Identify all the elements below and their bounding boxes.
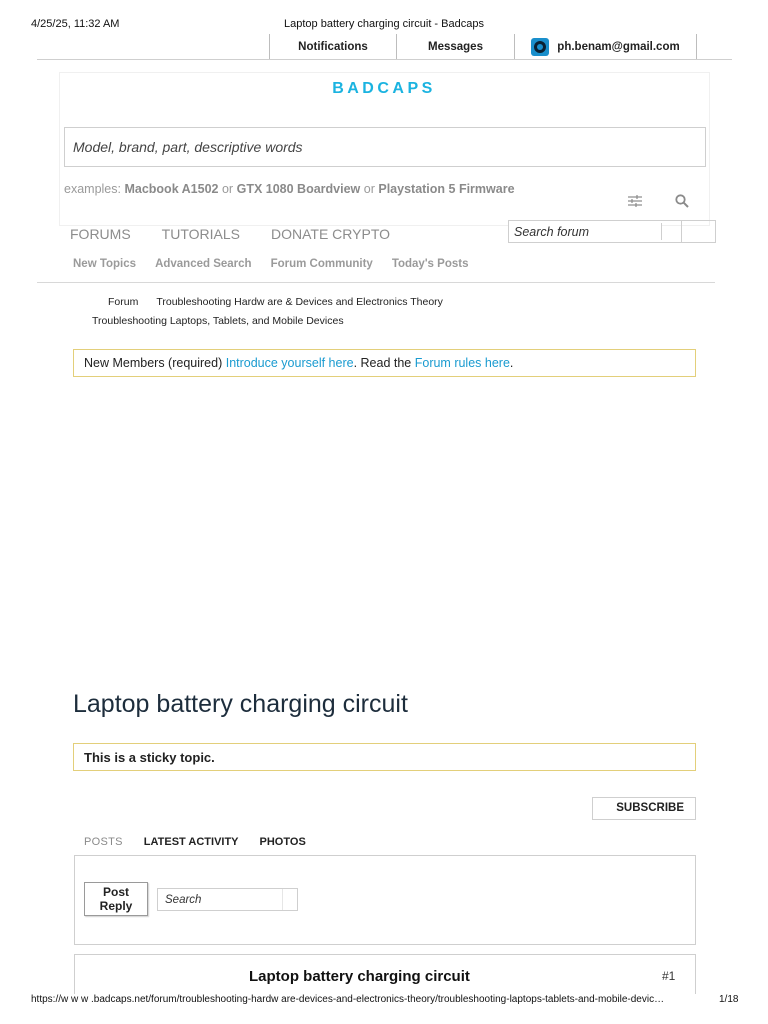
notice-suffix: . bbox=[509, 356, 514, 370]
notifications-label: Notifications bbox=[298, 40, 368, 53]
notifications-link[interactable] bbox=[269, 34, 396, 59]
topic-search-input[interactable] bbox=[158, 889, 282, 910]
nav-forums[interactable]: FORUMS bbox=[70, 226, 131, 242]
messages-link[interactable] bbox=[396, 34, 514, 59]
examples-prefix: examples: bbox=[64, 182, 121, 196]
breadcrumb-forum[interactable]: Forum bbox=[108, 296, 139, 308]
forum-search-input[interactable] bbox=[509, 221, 661, 242]
post-reply-label-line1: Post bbox=[102, 885, 129, 899]
post-number[interactable]: #1 bbox=[662, 969, 676, 983]
user-nav bbox=[269, 34, 697, 59]
avatar-icon bbox=[531, 38, 549, 56]
nav-donate-crypto[interactable]: DONATE CRYPTO bbox=[270, 226, 391, 242]
forum-rules-link[interactable]: Forum rules here bbox=[414, 356, 510, 370]
main-nav bbox=[70, 226, 421, 242]
notice-prefix: New Members (required) bbox=[84, 356, 226, 370]
subnav-new-topics[interactable]: New Topics bbox=[73, 258, 137, 270]
tab-photos[interactable]: PHOTOS bbox=[259, 836, 306, 848]
subscribe-button[interactable]: SUBSCRIBE bbox=[592, 797, 696, 820]
post-reply-button[interactable] bbox=[84, 882, 148, 916]
example-playstation[interactable]: Playstation 5 Firmware bbox=[378, 182, 515, 196]
post-reply-label-line2: Reply bbox=[99, 899, 133, 913]
sub-nav bbox=[73, 258, 487, 270]
subnav-forum-community[interactable]: Forum Community bbox=[270, 258, 373, 270]
print-datetime: 4/25/25, 11:32 AM bbox=[31, 18, 120, 30]
print-url: https://w w w .badcaps.net/forum/troubleshooting-hardw are-devices-and-electronics-theory/troubleshooting-laptops-tablets-and-mobile-devic… bbox=[31, 994, 665, 1005]
header-divider bbox=[37, 59, 732, 60]
breadcrumb-category[interactable]: Troubleshooting Hardw are & Devices and Electronics Theory bbox=[156, 296, 443, 308]
example-macbook[interactable]: Macbook A1502 bbox=[124, 182, 219, 196]
topic-search-box bbox=[157, 888, 298, 911]
forum-search-divider bbox=[661, 223, 662, 240]
forum-search-button[interactable] bbox=[681, 221, 715, 242]
topic-search-button[interactable] bbox=[282, 889, 297, 910]
notice-middle: . Read the bbox=[353, 356, 415, 370]
topic-tabs bbox=[84, 836, 327, 848]
forum-search-box bbox=[508, 220, 716, 243]
search-icon[interactable] bbox=[675, 194, 689, 208]
part-search-input[interactable] bbox=[64, 127, 706, 167]
messages-label: Messages bbox=[428, 40, 483, 53]
tab-latest-activity[interactable]: LATEST ACTIVITY bbox=[143, 836, 239, 848]
user-menu[interactable] bbox=[514, 34, 697, 59]
examples-or: or bbox=[363, 182, 375, 196]
nav-tutorials[interactable]: TUTORIALS bbox=[161, 226, 240, 242]
tab-posts[interactable]: POSTS bbox=[84, 836, 123, 848]
post-title: Laptop battery charging circuit bbox=[249, 968, 470, 985]
filter-sliders-icon[interactable] bbox=[628, 195, 642, 207]
subnav-todays-posts[interactable]: Today's Posts bbox=[391, 258, 469, 270]
breadcrumb-subcategory[interactable]: Troubleshooting Laptops, Tablets, and Mobile Devices bbox=[92, 315, 344, 327]
print-document-title: Laptop battery charging circuit - Badcaps bbox=[284, 18, 484, 30]
sticky-topic-notice: This is a sticky topic. bbox=[73, 743, 696, 771]
example-gtx[interactable]: GTX 1080 Boardview bbox=[236, 182, 361, 196]
subnav-advanced-search[interactable]: Advanced Search bbox=[155, 258, 252, 270]
introduce-yourself-link[interactable]: Introduce yourself here bbox=[225, 356, 354, 370]
user-email: ph.benam@gmail.com bbox=[557, 40, 680, 53]
new-members-notice bbox=[73, 349, 696, 377]
breadcrumb bbox=[108, 296, 443, 308]
site-logo[interactable]: BADCAPS bbox=[332, 80, 436, 97]
search-examples bbox=[64, 182, 515, 196]
subnav-divider bbox=[37, 282, 715, 283]
examples-or: or bbox=[221, 182, 234, 196]
page-title: Laptop battery charging circuit bbox=[73, 690, 408, 718]
print-page-number: 1/18 bbox=[719, 994, 739, 1005]
